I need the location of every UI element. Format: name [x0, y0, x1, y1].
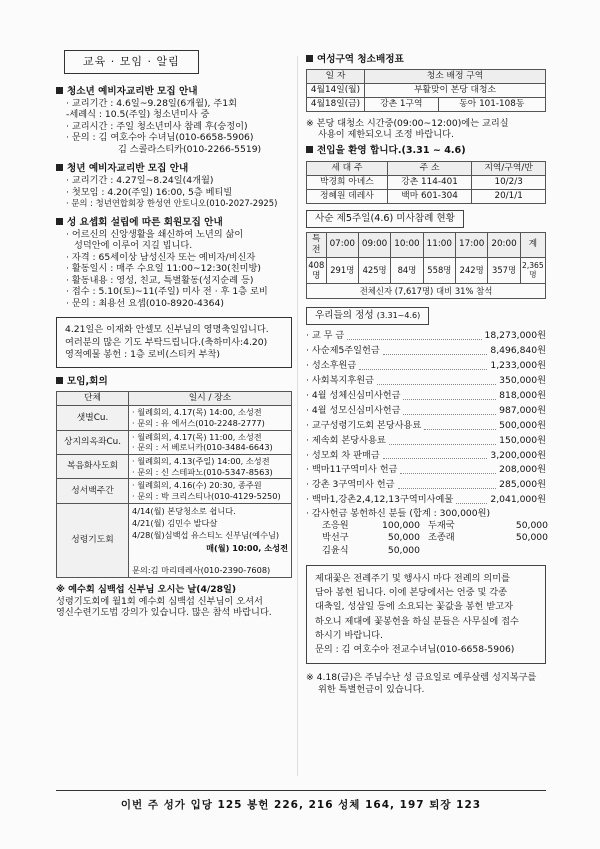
bullet-square-icon — [56, 87, 63, 94]
mass-col: 17:00 — [456, 232, 488, 257]
section-title: 교육 · 모임 · 알림 — [64, 50, 199, 74]
cell: 강촌 114-401 — [387, 175, 471, 189]
joseph-details — [56, 229, 292, 310]
altar-flower-notice — [306, 565, 546, 665]
meeting-info: · 월례회의, 4.17(목) 11:00, 소성전 · 문의 : 서 베로니카(010-3484-6643) — [129, 430, 292, 454]
list-item: · 백마1,강촌2,4,12,13구역미사예물 2,041,000원 — [306, 494, 546, 506]
meetings-table — [56, 391, 292, 578]
table-row — [57, 455, 292, 479]
young-line: · 문의 : 청년연합회장 한성연 안토니오(010-2027-2925) — [66, 198, 278, 209]
table-row — [307, 97, 546, 111]
hymn-footer: 이번 주 성가 입당 125 봉헌 226, 216 성체 164, 197 퇴장 123 — [56, 790, 546, 812]
welcome-col-head: 세 대 주 — [307, 161, 388, 175]
cell: 20/1/1 — [472, 189, 546, 203]
meeting-group: 복음화사도회 — [57, 455, 129, 479]
meeting-info: · 월례회의, 4.17(목) 14:00, 소성전 · 문의 : 유 에서스(010-2248-2777) — [129, 406, 292, 430]
cell: 291명 — [326, 257, 358, 283]
list-item: · 성소후원금 1,233,000원 — [306, 360, 546, 372]
meeting-group: 성령기도회 — [57, 503, 129, 577]
cleaning-table — [306, 69, 546, 112]
joseph-line: · 문의 : 최용선 요셉(010-8920-4364) — [66, 297, 224, 309]
table-row — [57, 430, 292, 454]
welcome-table — [306, 161, 546, 204]
jesuit-visit-text: 영신수련기도법 강의가 있습니다. 많은 참석 바랍니다. — [56, 607, 272, 619]
young-line: · 첫모임 : 4.20(주일) 16:00, 5층 베티빌 — [66, 186, 233, 198]
cell: 10/2/3 — [472, 175, 546, 189]
list-item: · 백마11구역미사 헌금 208,000원 — [306, 464, 546, 476]
bullet-square-icon — [56, 218, 63, 225]
joseph-line: · 자격 : 65세이상 남성신자 또는 예비자/비신자 — [66, 251, 256, 263]
note-line: ※ 4.18(금)은 주님수난 성 금요일로 예루살렘 성지복구를 — [306, 672, 537, 684]
note-line: 사용이 제한되오니 조정 바랍니다. — [318, 129, 454, 141]
table-row — [307, 189, 546, 203]
mass-col: 07:00 — [326, 232, 358, 257]
notice-line: 영적예물 봉헌 : 1층 로비(스티커 부착) — [65, 349, 220, 361]
note-line: ※ 본당 대청소 시간중(09:00~12:00)에는 교리실 — [306, 117, 509, 129]
bullet-square-icon — [306, 146, 313, 153]
youth-heading: 청소년 예비자교리반 모집 안내 — [56, 86, 292, 98]
joseph-line: · 접수 : 5.10(토)~11(주일) 미사 전 · 후 1층 로비 — [66, 286, 268, 298]
good-friday-note — [306, 672, 546, 695]
joseph-line: · 어르신의 신앙생활을 쇄신하여 노년의 삶이 — [66, 228, 244, 240]
young-details — [56, 175, 292, 209]
youth-line: · 교리기간 : 4.6일~9.28일(6개월), 주1회 — [66, 97, 237, 109]
meeting-group: 샛별Cu. — [57, 406, 129, 430]
table-row — [307, 283, 546, 299]
meetings-heading: 모임,회의 — [56, 376, 292, 388]
mass-attendance-table — [306, 232, 546, 299]
right-column — [306, 50, 546, 695]
column-divider — [297, 56, 298, 776]
joseph-line: · 활동일시 : 매주 수요일 11:00~12:30(친미방) — [66, 263, 261, 275]
cell: 4월18일(금) — [307, 97, 365, 111]
list-item: · 사순제5주일헌금 8,496,840원 — [306, 345, 546, 357]
offering-heading: 우리들의 정성 (3.31~4.6) — [306, 307, 429, 325]
cell: 박경희 아녜스 — [307, 175, 388, 189]
list-item: · 4월 성체신심미사헌금 818,000원 — [306, 389, 546, 401]
table-row — [57, 406, 292, 430]
bullet-square-icon — [306, 55, 313, 62]
joseph-line: 성덕안에 이루어 지길 빕니다. — [74, 240, 193, 252]
mass-col: 09:00 — [358, 232, 390, 257]
mass-col: 10:00 — [391, 232, 423, 257]
list-item: · 강촌 3구역미사 헌금 285,000원 — [306, 479, 546, 491]
cell: 4월14일(월) — [307, 83, 365, 97]
youth-line: · 문의 : 김 여호수아 수녀님(010-6658-5906) — [66, 132, 254, 144]
cell: 408명 — [307, 257, 327, 283]
cell: 558명 — [423, 257, 455, 283]
cell: 2,365명 — [520, 257, 545, 283]
mass-col: 20:00 — [488, 232, 520, 257]
list-item: · 교 무 금 18,273,000원 — [306, 330, 546, 342]
bullet-square-icon — [56, 164, 63, 171]
notice-line: 문의 : 김 여호수아 전교수녀님(010-6658-5906) — [315, 644, 515, 656]
notice-line: 대축일, 성삼일 등에 소요되는 꽃값을 봉헌 받고자 — [315, 601, 513, 613]
youth-details — [56, 98, 292, 156]
mass-col: 특전 — [307, 232, 327, 257]
bullet-square-icon — [56, 377, 63, 384]
table-row — [307, 175, 546, 189]
youth-line: 김 스콜라스티카(010-2266-5519) — [118, 143, 262, 155]
jesuit-visit-text: 성령기도회에 월1회 예수회 심백섭 신부님이 오셔서 — [56, 595, 263, 607]
meeting-group: 성서백주간 — [57, 479, 129, 503]
cell: 강촌 1구역 — [365, 97, 439, 111]
notice-line: 담아 봉헌 됩니다. 이에 본당에서는 언중 및 각종 — [315, 587, 507, 599]
list-item: · 제속회 본당사용료 150,000원 — [306, 434, 546, 446]
meeting-info: · 월례회의, 4.13(주일) 14:00, 소성전 · 문의 : 신 스테파노(010-5347-8563) — [129, 455, 292, 479]
cell: 425명 — [358, 257, 390, 283]
cell: 357명 — [488, 257, 520, 283]
notice-line: 하시기 바랍니다. — [315, 629, 383, 641]
jesuit-visit-heading: ※ 예수회 심백섭 신부님 오시는 날(4/28일) — [56, 584, 237, 596]
thanks-offering-label: · 감사헌금 봉헌하신 분들 (합계 : 300,000원) — [306, 508, 491, 520]
cell: 동아 101-108동 — [438, 97, 545, 111]
welcome-col-address: 주 소 — [387, 161, 471, 175]
meeting-info: · 월례회의, 4.16(수) 20:30, 종주원 · 문의 : 박 크리스티나(010-4129-5250) — [129, 479, 292, 503]
young-line: · 교리기간 : 4.27일~8.24일(4개월) — [66, 175, 214, 187]
meeting-info: 4/14(월) 본당청소로 쉽니다. 4/21(월) 김민수 발다살 4/28(월)심백섭 유스티노 신부님(예수님) 매(월) 10:00, 소성전 문의:김 마리데레사(010-2390-7608) — [129, 503, 292, 577]
meetings-col-group: 단체 — [57, 392, 129, 406]
left-column — [56, 50, 292, 619]
cell: 정혜원 데레사 — [307, 189, 388, 203]
cell: 부활맞이 본당 대청소 — [365, 83, 546, 97]
joseph-heading: 성 요셉회 설립에 따른 회원모집 안내 — [56, 217, 292, 229]
notice-line: 4.21일은 이재화 안셀모 신부님의 영명축일입니다. — [65, 324, 269, 336]
note-line: 위한 특별헌금이 있습니다. — [318, 683, 425, 695]
meetings-col-info: 일시 / 장소 — [129, 392, 292, 406]
cell: 백마 601-304 — [387, 189, 471, 203]
cleaning-col-date: 일 자 — [307, 69, 365, 83]
mass-summary: 전체신자 (7,617명) 대비 31% 참석 — [307, 283, 546, 299]
cleaning-col-area: 청소 배정 구역 — [365, 69, 546, 83]
notice-line: 제대꽃은 전례주기 및 행사시 마다 전례의 의미를 — [315, 572, 511, 584]
youth-line: -세례식 : 10.5(주일) 청소년미사 중 — [66, 109, 210, 121]
cleaning-note — [306, 118, 546, 141]
list-item: · 4월 성모신심미사헌금 987,000원 — [306, 404, 546, 416]
list-item: · 사회복지후원금 350,000원 — [306, 375, 546, 387]
young-heading: 청년 예비자교리반 모집 안내 — [56, 163, 292, 175]
donor-list: 조응원 100,000 두재국 50,000 박선구 50,000 조종래 50,000 김윤식 50,000 — [322, 519, 548, 556]
notice-line: 하오니 제대에 꽃봉헌을 하실 분들은 사무실에 접수 — [315, 615, 519, 627]
mass-col: 계 — [520, 232, 545, 257]
welcome-heading: 전입을 환영 합니다.(3.31 ~ 4.6) — [306, 145, 546, 157]
cell: 242명 — [456, 257, 488, 283]
offering-list — [306, 329, 546, 519]
meeting-group: 상지의옥좌Cu. — [57, 430, 129, 454]
mass-attendance-heading: 사순 제5주일(4.6) 미사참례 현황 — [306, 210, 464, 228]
list-item: · 교구성령기도회 본당사용료 500,000원 — [306, 419, 546, 431]
cleaning-heading: 여성구역 청소배정표 — [306, 54, 546, 66]
table-row — [307, 257, 546, 283]
feast-day-notice — [56, 317, 292, 368]
table-row — [57, 479, 292, 503]
list-item: · 성모회 차 판매금 3,200,000원 — [306, 449, 546, 461]
welcome-col-region: 지역/구역/반 — [472, 161, 546, 175]
notice-line: 여러분의 많은 기도 부탁드립니다.(축하미사:4.20) — [65, 336, 268, 348]
table-row — [57, 503, 292, 577]
table-row — [307, 83, 546, 97]
mass-col: 11:00 — [423, 232, 455, 257]
youth-line: · 교리시간 : 주일 청소년미사 참례 후(숭정이) — [66, 120, 248, 132]
joseph-line: · 활동내용 : 영성, 친교, 특별활동(성지순례 등) — [66, 274, 254, 286]
cell: 84명 — [391, 257, 423, 283]
table-row — [307, 232, 546, 257]
